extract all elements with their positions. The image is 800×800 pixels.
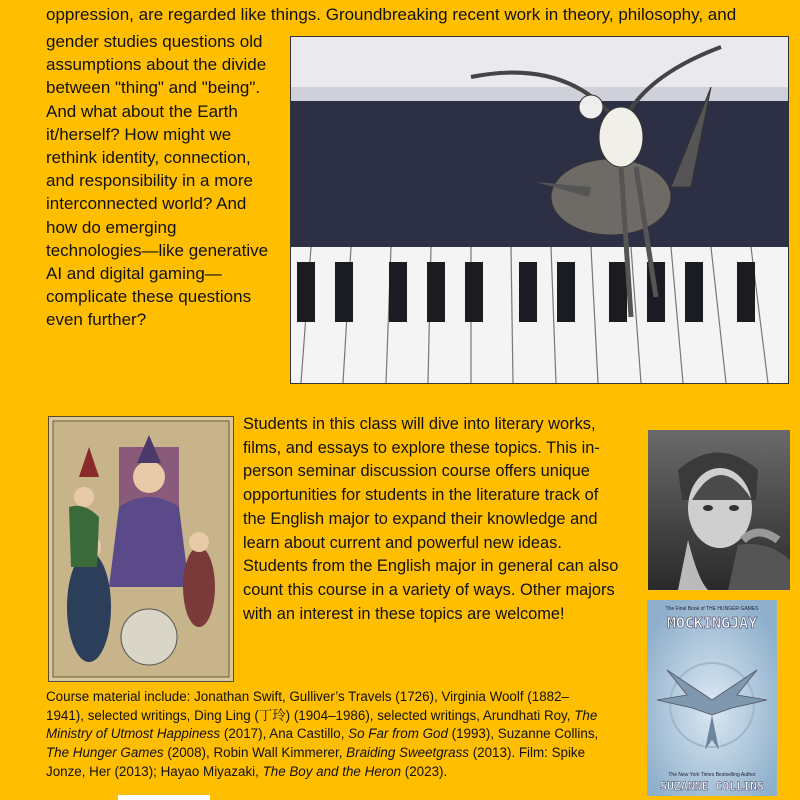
- description-line: Students from the English major in general can also: [243, 557, 619, 576]
- intro-line: And what about the Earth: [46, 101, 238, 121]
- intro-line: interconnected world? And: [46, 194, 247, 214]
- course-text: (2008), Robin Wall Kimmerer,: [163, 745, 347, 761]
- course-title-italic: The: [574, 707, 598, 723]
- course-title-italic: Ministry of Utmost Happiness: [46, 726, 221, 742]
- course-line: [46, 763, 646, 782]
- course-text: (2017), Ana Castillo,: [220, 726, 349, 742]
- book-top-line: The New York Times Bestselling Author: [668, 772, 756, 778]
- intro-line: even further?: [46, 310, 147, 330]
- description-line: count this course in a variety of ways. Other majors: [243, 580, 615, 599]
- course-title-italic: The Hunger Games: [46, 745, 164, 761]
- description-line: with an interest in these topics are welcome!: [243, 604, 565, 623]
- bottom-white-tab: [118, 795, 210, 800]
- course-title-italic: Braiding Sweetgrass: [346, 745, 469, 761]
- virginia-woolf-portrait: [648, 430, 790, 590]
- course-title-italic: So Far from God: [348, 726, 448, 742]
- course-text: Jonze, Her (2013); Hayao Miyazaki,: [46, 763, 263, 779]
- course-text: Course material include: Jonathan Swift, Gulliver’s Travels (1726), Virginia Woolf (1882–: [46, 689, 569, 704]
- piano-illustration-art: [291, 37, 788, 383]
- intro-first-line: oppression, are regarded like things. Groundbreaking recent work in theory, philosophy, and: [46, 5, 737, 24]
- description-line: the English major to expand their knowledge and: [243, 509, 598, 528]
- mockingjay-book-cover: [647, 600, 777, 796]
- description-line: opportunities for students in the literature track of: [243, 486, 599, 505]
- intro-line: AI and digital gaming—: [46, 264, 222, 284]
- intro-paragraph: [46, 30, 296, 332]
- course-description: [243, 413, 635, 626]
- course-text: 1941), selected writings, Ding Ling (丁玲) (1904–1986), selected writings, Arundhati Roy,: [46, 707, 575, 723]
- course-line: [46, 725, 646, 744]
- portrait-art: [648, 430, 790, 590]
- wizard-observatory-illustration: [48, 416, 234, 682]
- description-line: films, and essays to explore these topics. This in-: [243, 438, 600, 457]
- wizard-illustration-art: [49, 417, 233, 681]
- intro-line: rethink identity, connection,: [46, 148, 251, 168]
- course-line: [46, 707, 646, 726]
- course-line: [46, 744, 646, 763]
- book-author: SUZANNE COLLINS: [660, 779, 764, 793]
- book-cover-art: [647, 600, 777, 796]
- description-line: person seminar discussion course offers unique: [243, 462, 590, 481]
- description-line: Students in this class will dive into literary works,: [243, 415, 596, 433]
- intro-line: and responsibility in a more: [46, 171, 253, 191]
- piano-bird-illustration: [290, 36, 789, 384]
- book-tagline: The Final Book of THE HUNGER GAMES: [665, 606, 759, 612]
- course-line: [46, 688, 646, 707]
- intro-line: technologies—like generative: [46, 240, 269, 260]
- intro-line: how do emerging: [46, 217, 177, 237]
- intro-line: gender studies questions old: [46, 32, 263, 51]
- course-text: (1993), Suzanne Collins,: [447, 726, 599, 742]
- intro-line: between "thing" and "being".: [46, 78, 261, 98]
- intro-line: it/herself? How might we: [46, 124, 232, 144]
- description-line: learn about current and powerful new ideas.: [243, 533, 562, 552]
- book-title: MOCKINGJAY: [666, 614, 758, 632]
- course-text: (2013). Film: Spike: [468, 745, 586, 761]
- course-material-list: [46, 688, 646, 782]
- course-text: (2023).: [401, 763, 448, 779]
- intro-line: complicate these questions: [46, 287, 252, 307]
- course-title-italic: The Boy and the Heron: [262, 763, 402, 779]
- intro-line: assumptions about the divide: [46, 55, 267, 75]
